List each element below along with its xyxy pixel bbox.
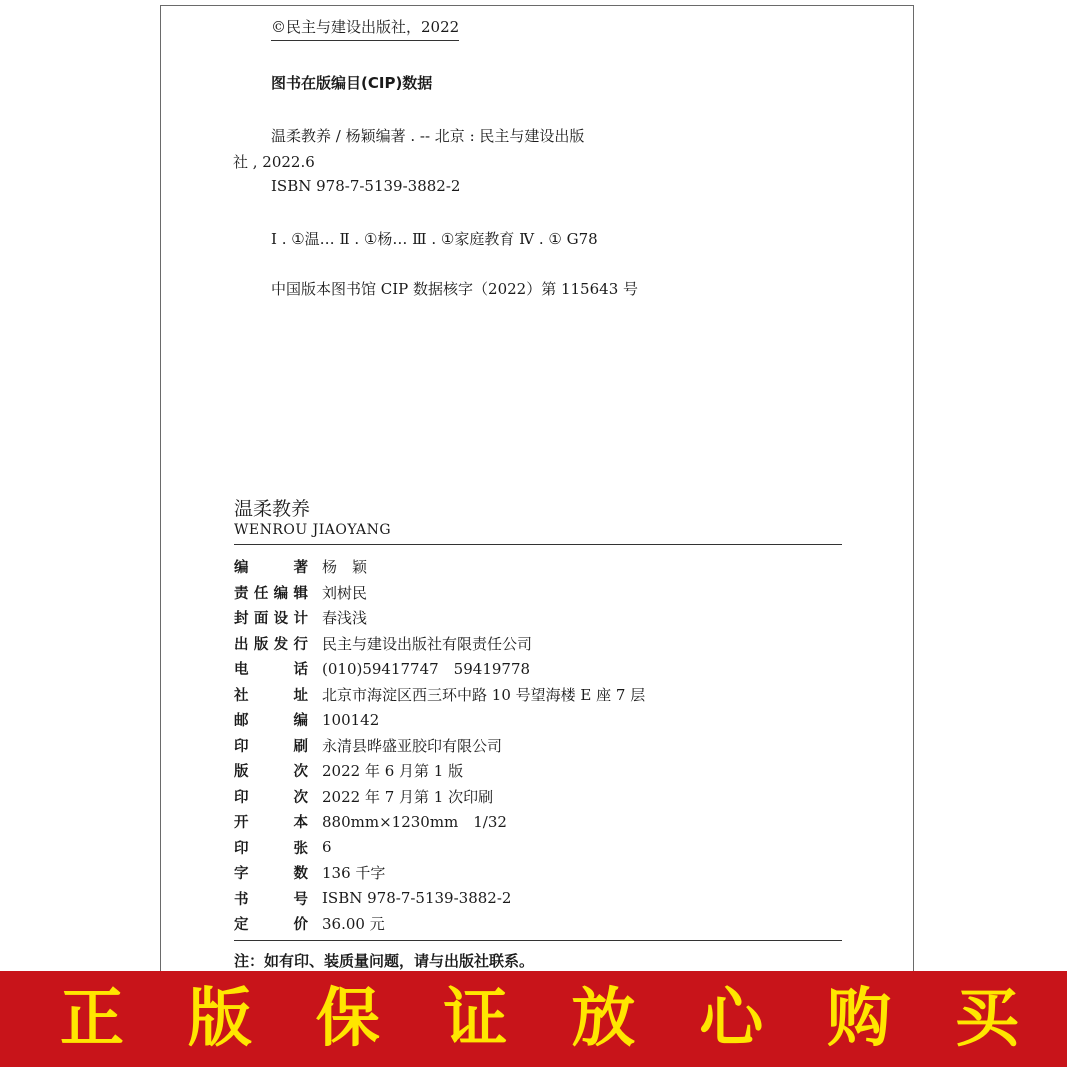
info-row-isbn (234, 886, 842, 912)
info-row-editor (234, 554, 842, 580)
info-value: 880mm×1230mm 1/32 (322, 813, 507, 832)
info-value: 2022 年 6 月第 1 版 (322, 762, 464, 781)
book-title-pinyin: WENROU JIAOYANG (234, 522, 392, 538)
info-value: 136 千字 (322, 864, 386, 883)
info-value: 刘树民 (322, 583, 368, 602)
info-value: 2022 年 7 月第 1 次印刷 (322, 787, 494, 806)
info-label: 书号 (234, 891, 308, 908)
info-row-address (234, 682, 842, 708)
info-row-cover-design (234, 605, 842, 631)
divider-bottom (234, 940, 842, 941)
cip-heading: 图书在版编目(CIP)数据 (271, 74, 433, 92)
banner-char: 正 (60, 982, 124, 1056)
info-label: 责任编辑 (234, 585, 308, 602)
info-row-format (234, 809, 842, 835)
quality-note: 注：如有印、装质量问题，请与出版社联系。 (234, 952, 535, 970)
info-value: 春浅浅 (322, 609, 368, 628)
banner-char: 心 (699, 982, 764, 1056)
info-row-price (234, 911, 842, 937)
info-label: 印张 (234, 840, 308, 857)
info-label: 印次 (234, 789, 308, 806)
cip-isbn: ISBN 978-7-5139-3882-2 (271, 177, 461, 195)
info-value: ISBN 978-7-5139-3882-2 (322, 889, 512, 908)
info-label: 印刷 (234, 738, 308, 755)
info-row-printing (234, 784, 842, 810)
book-title: 温柔教养 (234, 498, 311, 520)
banner-char: 版 (187, 982, 252, 1056)
info-value: 100142 (322, 710, 380, 729)
info-row-edition (234, 758, 842, 784)
info-value: 永清县晔盛亚胶印有限公司 (322, 736, 503, 755)
info-label: 编著 (234, 560, 308, 577)
divider-top (234, 544, 842, 545)
info-label: 定价 (234, 917, 308, 934)
info-row-publisher (234, 631, 842, 657)
info-value: (010)59417747 59419778 (322, 660, 531, 679)
info-row-phone (234, 656, 842, 682)
info-label: 封面设计 (234, 611, 308, 628)
promo-banner (0, 971, 1067, 1067)
info-row-postcode (234, 707, 842, 733)
info-row-printer (234, 733, 842, 759)
copyright-line: ©民主与建设出版社，2022 (271, 16, 459, 41)
cip-record-number: 中国版本图书馆 CIP 数据核字（2022）第 115643 号 (271, 280, 639, 298)
info-label: 社址 (234, 687, 308, 704)
info-value: 杨 颖 (322, 558, 368, 577)
banner-char: 购 (827, 982, 892, 1056)
banner-char: 买 (954, 982, 1019, 1056)
info-value: 6 (322, 838, 332, 857)
info-row-responsible-editor (234, 580, 842, 606)
info-value: 民主与建设出版社有限责任公司 (322, 634, 533, 653)
info-value: 北京市海淀区西三环中路 10 号望海楼 E 座 7 层 (322, 685, 646, 704)
info-label: 开本 (234, 815, 308, 832)
cip-classification: Ⅰ . ①温… Ⅱ . ①杨… Ⅲ . ①家庭教育 Ⅳ . ① G78 (271, 230, 598, 248)
cip-line-1: 温柔教养 / 杨颖编著 . -- 北京 : 民主与建设出版 (271, 127, 585, 145)
info-label: 电话 (234, 662, 308, 679)
cip-line-2: 社 , 2022.6 (233, 153, 315, 171)
info-label: 邮编 (234, 713, 308, 730)
banner-char: 证 (443, 982, 508, 1056)
copyright-page (160, 5, 914, 995)
info-row-sheets (234, 835, 842, 861)
info-value: 36.00 元 (322, 915, 385, 934)
publication-info (234, 554, 842, 937)
info-label: 出版发行 (234, 636, 308, 653)
banner-char: 保 (315, 982, 380, 1056)
info-label: 版次 (234, 764, 308, 781)
banner-char: 放 (571, 982, 636, 1056)
info-row-word-count (234, 860, 842, 886)
info-label: 字数 (234, 866, 308, 883)
